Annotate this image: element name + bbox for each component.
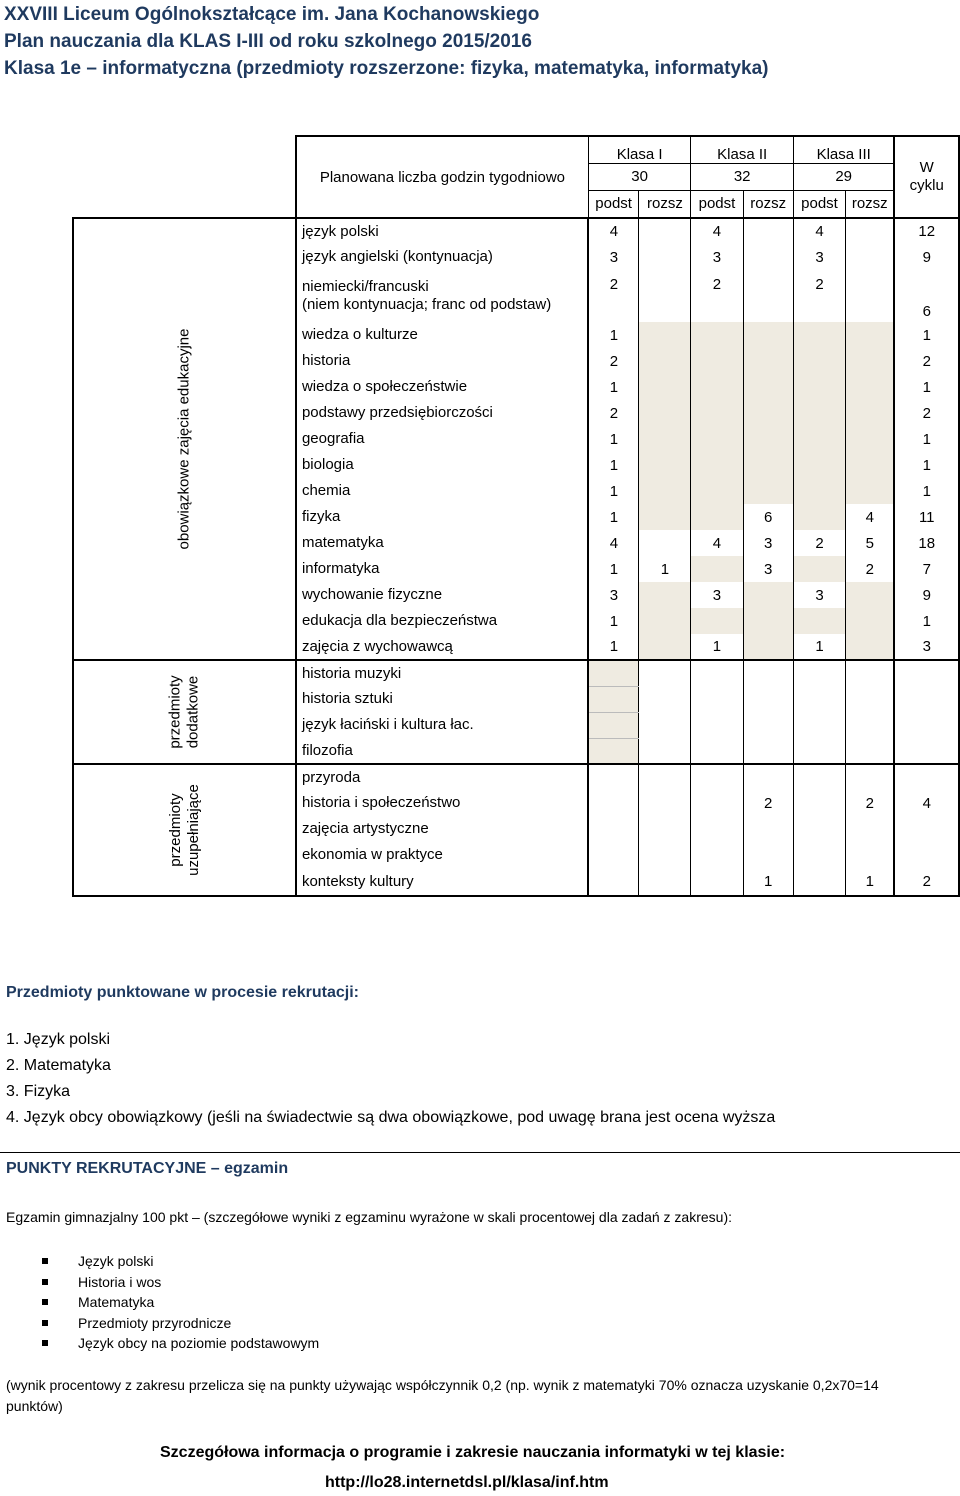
subject-name-text: historia muzyki <box>301 664 402 682</box>
hours-cell: 1 <box>793 634 845 660</box>
hours-cell <box>743 738 793 764</box>
hours-cell <box>793 556 845 582</box>
hours-cell <box>793 400 845 426</box>
subject-name-text: biologia <box>301 456 354 473</box>
hours-cell <box>639 270 691 322</box>
total-hours-cell: 11 <box>894 504 959 530</box>
subject-name <box>296 816 588 842</box>
subject-name-text: wiedza o społeczeństwie <box>301 378 468 395</box>
hours-cell: 4 <box>588 218 639 244</box>
planned-hours-text: Planowana liczba godzin tygodniowo <box>319 168 565 186</box>
hours-cell <box>846 738 895 764</box>
table-row <box>73 218 959 244</box>
hours-cell <box>691 400 743 426</box>
hours-cell <box>588 712 639 738</box>
hours-cell: 4 <box>691 218 743 244</box>
class-header: Klasa I <box>588 136 691 163</box>
subject-name-text: historia i społeczeństwo <box>301 794 461 811</box>
hours-cell <box>639 400 691 426</box>
exam-subject-item <box>42 1251 153 1271</box>
exam-subject-item <box>42 1333 319 1353</box>
recruitment-item: 4. Język obcy obowiązkowy (jeśli na świadectwie są dwa obowiązkowe, pod uwagę brana jest ocena wyższa <box>6 1109 776 1126</box>
hours-cell <box>588 686 639 712</box>
hours-cell <box>691 348 743 374</box>
subject-name-text: język łaciński i kultura łac. <box>301 716 474 733</box>
subject-name-text: konteksty kultury <box>301 872 414 890</box>
hours-cell <box>691 842 743 868</box>
recruitment-heading: Przedmioty punktowane w procesie rekrutacji: <box>6 984 359 1001</box>
hours-cell <box>691 738 743 764</box>
total-hours-cell <box>894 816 959 842</box>
hours-cell <box>743 348 793 374</box>
subject-name <box>296 504 588 530</box>
hours-cell <box>793 504 845 530</box>
class-total: 29 <box>793 163 894 190</box>
class-total: 32 <box>691 163 794 190</box>
hours-cell <box>846 426 895 452</box>
hours-cell: 1 <box>588 452 639 478</box>
exam-subject-label: Przedmioty przyrodnicze <box>78 1314 232 1331</box>
hours-cell <box>639 868 691 896</box>
hours-cell: 3 <box>793 582 845 608</box>
total-hours-cell <box>894 842 959 868</box>
exam-divider <box>0 1152 960 1153</box>
hours-cell: 3 <box>691 582 743 608</box>
bullet-icon <box>42 1340 48 1346</box>
hours-cell: 1 <box>588 608 639 634</box>
hours-cell: 2 <box>691 270 743 322</box>
hours-cell <box>743 660 793 686</box>
hours-cell <box>588 842 639 868</box>
hours-cell <box>639 478 691 504</box>
hours-cell <box>743 712 793 738</box>
level-subheader: podst <box>588 190 639 218</box>
subject-name <box>296 426 588 452</box>
hours-cell <box>691 790 743 816</box>
subject-name <box>296 530 588 556</box>
hours-cell <box>639 816 691 842</box>
subject-name <box>296 712 588 738</box>
hours-cell <box>691 478 743 504</box>
hours-cell: 2 <box>846 556 895 582</box>
total-hours-cell: 1 <box>894 374 959 400</box>
hours-cell: 3 <box>743 530 793 556</box>
hours-cell <box>588 660 639 686</box>
hours-cell: 4 <box>691 530 743 556</box>
footer-link[interactable]: http://lo28.internetdsl.pl/klasa/inf.htm <box>325 1474 609 1491</box>
level-subheader: rozsz <box>639 190 691 218</box>
hours-cell: 3 <box>588 244 639 270</box>
group-uzupelniajace <box>73 764 296 896</box>
hours-cell <box>793 348 845 374</box>
hours-cell <box>793 374 845 400</box>
w-cyklu-header <box>894 136 959 218</box>
total-hours-cell: 9 <box>894 582 959 608</box>
hours-cell <box>743 426 793 452</box>
hours-cell <box>639 348 691 374</box>
hours-cell <box>793 816 845 842</box>
hours-cell: 2 <box>588 348 639 374</box>
hours-cell <box>846 712 895 738</box>
footer-info: Szczegółowa informacja o programie i zakresie nauczania informatyki w tej klasie: <box>160 1444 786 1461</box>
subject-name-text: filozofia <box>301 741 353 759</box>
subject-name-text: historia <box>301 352 351 369</box>
bullet-icon <box>42 1258 48 1264</box>
subject-name <box>296 634 588 660</box>
hours-cell: 1 <box>588 556 639 582</box>
hours-cell <box>691 868 743 896</box>
table-row <box>73 660 959 686</box>
level-subheader: podst <box>691 190 743 218</box>
hours-cell: 3 <box>588 582 639 608</box>
hours-cell: 2 <box>846 790 895 816</box>
corner-cell <box>73 136 296 218</box>
hours-cell: 4 <box>588 530 639 556</box>
planned-hours-label <box>296 136 588 218</box>
hours-cell <box>691 504 743 530</box>
hours-cell <box>743 764 793 790</box>
hours-cell <box>639 686 691 712</box>
hours-cell <box>691 556 743 582</box>
total-hours-cell <box>894 686 959 712</box>
total-hours-cell: 4 <box>894 790 959 816</box>
hours-cell <box>743 322 793 348</box>
hours-cell: 1 <box>639 556 691 582</box>
hours-cell <box>743 218 793 244</box>
hours-cell <box>846 322 895 348</box>
subject-name <box>296 556 588 582</box>
hours-cell <box>793 452 845 478</box>
hours-cell <box>846 686 895 712</box>
hours-cell <box>588 738 639 764</box>
total-hours-cell: 18 <box>894 530 959 556</box>
total-hours-cell: 1 <box>894 426 959 452</box>
subject-name <box>296 842 588 868</box>
subject-name <box>296 244 588 270</box>
total-hours-cell <box>894 712 959 738</box>
hours-cell: 3 <box>793 244 845 270</box>
hours-cell <box>846 270 895 322</box>
subject-name-text: ekonomia w praktyce <box>301 846 443 863</box>
exam-subject-label: Język polski <box>78 1253 154 1269</box>
level-subheader: rozsz <box>743 190 793 218</box>
hours-cell <box>743 634 793 660</box>
hours-cell <box>588 816 639 842</box>
class-header: Klasa II <box>691 136 794 163</box>
hours-cell <box>743 374 793 400</box>
hours-cell: 2 <box>743 790 793 816</box>
total-hours-cell <box>894 764 959 790</box>
exam-subject-label: Historia i wos <box>78 1273 162 1290</box>
level-subheader: podst <box>793 190 845 218</box>
hours-cell <box>639 764 691 790</box>
hours-cell: 2 <box>588 400 639 426</box>
subject-name-text: zajęcia artystyczne <box>301 820 429 837</box>
subject-name-text: język angielski (kontynuacja) <box>301 248 493 265</box>
recruitment-item: 2. Matematyka <box>6 1057 111 1074</box>
hours-cell <box>846 582 895 608</box>
subject-name <box>296 400 588 426</box>
hours-cell <box>846 478 895 504</box>
subject-name-text: język polski <box>301 222 379 240</box>
hours-cell <box>691 452 743 478</box>
hours-cell <box>691 426 743 452</box>
hours-cell <box>743 270 793 322</box>
hours-cell <box>846 608 895 634</box>
hours-cell: 1 <box>588 426 639 452</box>
hours-cell <box>793 868 845 896</box>
subject-name <box>296 790 588 816</box>
hours-cell: 4 <box>793 218 845 244</box>
subject-name <box>296 738 588 764</box>
hours-cell <box>743 816 793 842</box>
group-dodatkowe <box>73 660 296 764</box>
hours-cell <box>639 426 691 452</box>
total-hours-cell: 12 <box>894 218 959 244</box>
hours-cell <box>793 712 845 738</box>
hours-cell <box>691 764 743 790</box>
hours-cell: 1 <box>743 868 793 896</box>
exam-subject-item <box>42 1272 161 1292</box>
hours-cell <box>846 452 895 478</box>
subject-name-text: podstawy przedsiębiorczości <box>301 404 493 421</box>
subject-name-note: (niem kontynuacja; franc od podstaw) <box>301 296 552 313</box>
subject-name <box>296 322 588 348</box>
subject-name <box>296 270 588 322</box>
hours-cell <box>846 244 895 270</box>
total-hours-cell: 2 <box>894 348 959 374</box>
hours-cell <box>588 764 639 790</box>
hours-cell: 1 <box>588 504 639 530</box>
hours-cell <box>691 322 743 348</box>
hours-cell: 1 <box>588 634 639 660</box>
hours-cell <box>846 374 895 400</box>
subject-name <box>296 452 588 478</box>
header-plan-title: Plan nauczania dla KLAS I-III od roku szkolnego 2015/2016 <box>4 31 532 52</box>
total-hours-cell: 1 <box>894 322 959 348</box>
class-total: 30 <box>588 163 691 190</box>
total-hours-cell: 9 <box>894 244 959 270</box>
hours-cell <box>691 686 743 712</box>
hours-cell <box>793 660 845 686</box>
subject-name <box>296 374 588 400</box>
hours-cell <box>639 530 691 556</box>
hours-cell: 2 <box>793 530 845 556</box>
group-label-obowiazkowe: obowiązkowe zajęcia edukacyjne <box>175 328 193 550</box>
teaching-plan-table <box>72 135 960 897</box>
bullet-icon <box>42 1279 48 1285</box>
hours-cell <box>588 790 639 816</box>
exam-intro: Egzamin gimnazjalny 100 pkt – (szczegółowe wyniki z egzaminu wyrażone w skali procentowej dla zadań z zakresu): <box>6 1209 733 1225</box>
subject-name <box>296 686 588 712</box>
hours-cell: 1 <box>588 322 639 348</box>
exam-subject-label: Matematyka <box>78 1294 155 1310</box>
total-hours-cell: 6 <box>894 270 959 322</box>
hours-cell <box>743 452 793 478</box>
subject-name-text: wychowanie fizyczne <box>301 586 443 603</box>
hours-cell <box>846 634 895 660</box>
hours-cell <box>743 400 793 426</box>
total-hours-cell: 2 <box>894 868 959 896</box>
exam-heading: PUNKTY REKRUTACYJNE – egzamin <box>6 1160 289 1177</box>
hours-cell <box>588 868 639 896</box>
hours-cell <box>793 478 845 504</box>
hours-cell: 1 <box>588 374 639 400</box>
total-hours-cell <box>894 738 959 764</box>
bullet-icon <box>42 1299 48 1305</box>
recruitment-item: 3. Fizyka <box>6 1083 71 1100</box>
hours-cell <box>793 608 845 634</box>
exam-subject-item <box>42 1292 154 1312</box>
hours-cell: 2 <box>588 270 639 322</box>
hours-cell: 5 <box>846 530 895 556</box>
hours-cell <box>691 608 743 634</box>
group-obowiazkowe <box>73 218 296 660</box>
hours-cell <box>639 322 691 348</box>
hours-cell <box>846 842 895 868</box>
total-hours-cell: 2 <box>894 400 959 426</box>
subject-name <box>296 348 588 374</box>
hours-cell <box>639 452 691 478</box>
hours-cell <box>639 582 691 608</box>
hours-cell: 3 <box>691 244 743 270</box>
total-hours-cell: 1 <box>894 608 959 634</box>
subject-name <box>296 478 588 504</box>
group-label-dodatkowe: przedmioty dodatkowe <box>166 675 202 749</box>
total-hours-cell: 7 <box>894 556 959 582</box>
hours-cell <box>846 816 895 842</box>
hours-cell: 1 <box>691 634 743 660</box>
exam-subject-label: Język obcy na poziomie podstawowym <box>78 1335 320 1351</box>
hours-cell <box>793 322 845 348</box>
table-row <box>73 764 959 790</box>
subject-name-text: niemiecki/francuski <box>301 278 429 295</box>
hours-cell <box>639 504 691 530</box>
hours-cell <box>743 686 793 712</box>
subject-name-text: chemia <box>301 482 351 499</box>
w-cyklu-line1: W <box>919 159 934 176</box>
exam-note-line1: (wynik procentowy z zakresu przelicza się na punkty używając współczynnik 0,2 (np. wynik z matematyki 70% oznacza uzyskanie 0,2x70=14 <box>6 1377 879 1393</box>
bullet-icon <box>42 1320 48 1326</box>
hours-cell <box>639 218 691 244</box>
subject-name-text: historia sztuki <box>301 690 393 707</box>
group-label-uzupelniajace: przedmioty uzupełniające <box>166 784 202 876</box>
subject-name <box>296 608 588 634</box>
hours-cell <box>639 660 691 686</box>
recruitment-item: 1. Język polski <box>6 1031 111 1048</box>
subject-name-text: matematyka <box>301 534 384 551</box>
class-header: Klasa III <box>793 136 894 163</box>
hours-cell <box>793 426 845 452</box>
hours-cell <box>639 842 691 868</box>
subject-name <box>296 868 588 896</box>
hours-cell <box>639 374 691 400</box>
level-subheader: rozsz <box>846 190 895 218</box>
hours-cell <box>793 842 845 868</box>
subject-name <box>296 660 588 686</box>
subject-name-text: edukacja dla bezpieczeństwa <box>301 612 498 629</box>
hours-cell <box>639 608 691 634</box>
subject-name-text: informatyka <box>301 560 380 577</box>
hours-cell <box>846 400 895 426</box>
hours-cell <box>743 608 793 634</box>
hours-cell <box>793 790 845 816</box>
hours-cell <box>846 218 895 244</box>
subject-name <box>296 764 588 790</box>
hours-cell <box>691 816 743 842</box>
hours-cell <box>639 712 691 738</box>
hours-cell <box>639 244 691 270</box>
subject-name-text: fizyka <box>301 508 341 525</box>
hours-cell <box>691 660 743 686</box>
hours-cell <box>639 738 691 764</box>
header-school-name: XXVIII Liceum Ogólnokształcące im. Jana Kochanowskiego <box>4 4 540 25</box>
hours-cell <box>846 764 895 790</box>
hours-cell <box>639 790 691 816</box>
hours-cell: 1 <box>846 868 895 896</box>
hours-cell <box>743 842 793 868</box>
w-cyklu-line2: cyklu <box>909 177 944 194</box>
total-hours-cell: 1 <box>894 478 959 504</box>
hours-cell <box>793 764 845 790</box>
hours-cell <box>846 348 895 374</box>
hours-cell <box>793 686 845 712</box>
total-hours-cell: 1 <box>894 452 959 478</box>
hours-cell <box>743 478 793 504</box>
hours-cell <box>743 244 793 270</box>
subject-name-text: przyroda <box>301 768 361 786</box>
hours-cell <box>691 712 743 738</box>
subject-name <box>296 582 588 608</box>
hours-cell <box>743 582 793 608</box>
exam-subject-item <box>42 1313 231 1333</box>
hours-cell <box>793 738 845 764</box>
hours-cell: 4 <box>846 504 895 530</box>
subject-name-text: zajęcia z wychowawcą <box>301 637 453 655</box>
exam-note-line2: punktów) <box>6 1398 63 1414</box>
hours-cell <box>691 374 743 400</box>
total-hours-cell: 3 <box>894 634 959 660</box>
hours-cell <box>846 660 895 686</box>
hours-cell <box>639 634 691 660</box>
header-class-title: Klasa 1e – informatyczna (przedmioty rozszerzone: fizyka, matematyka, informatyka) <box>4 58 769 79</box>
subject-name-text: geografia <box>301 430 365 447</box>
total-hours-cell <box>894 660 959 686</box>
subject-name-text: wiedza o kulturze <box>301 326 418 343</box>
subject-name <box>296 218 588 244</box>
hours-cell: 2 <box>793 270 845 322</box>
hours-cell: 3 <box>743 556 793 582</box>
hours-cell: 1 <box>588 478 639 504</box>
hours-cell: 6 <box>743 504 793 530</box>
